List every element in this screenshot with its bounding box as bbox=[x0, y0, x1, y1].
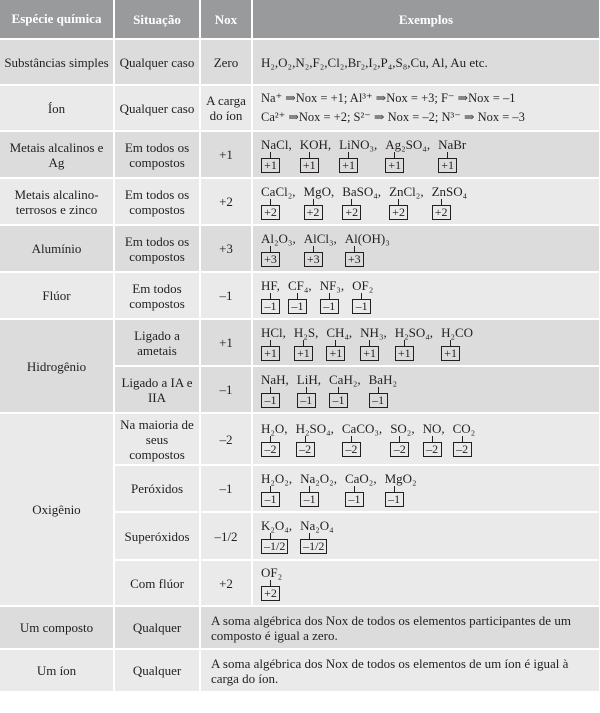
nox-box: –1 bbox=[320, 299, 339, 314]
formula-list bbox=[261, 471, 596, 507]
row-alcalino-terrosos bbox=[0, 178, 600, 225]
exemplo-cell bbox=[252, 319, 600, 366]
exemplo-cell bbox=[252, 85, 600, 131]
nox-box: +1 bbox=[294, 346, 313, 361]
nox-cell: –1/2 bbox=[200, 512, 252, 560]
formula-text: CH₄, bbox=[326, 324, 353, 340]
formula-example bbox=[369, 372, 397, 408]
header-row bbox=[0, 0, 600, 39]
nox-cell: Zero bbox=[200, 39, 252, 85]
formula-example bbox=[360, 325, 387, 361]
formula-text: Ag₂SO₄, bbox=[385, 136, 431, 152]
formula-text: Na₂O₂, bbox=[300, 470, 337, 486]
formula-text: K₂O₄, bbox=[261, 518, 293, 533]
situacao-cell: Qualquer caso bbox=[114, 85, 200, 131]
formula-example bbox=[261, 565, 282, 601]
especie-cell: Alumínio bbox=[0, 225, 114, 272]
situacao-cell: Em todos os compostos bbox=[114, 225, 200, 272]
formula-list bbox=[261, 278, 596, 314]
situacao-cell: Em todos os compostos bbox=[114, 131, 200, 178]
formula-example bbox=[352, 278, 373, 314]
row-um-composto bbox=[0, 606, 600, 649]
row-fluor bbox=[0, 272, 600, 319]
formula-list bbox=[261, 372, 596, 408]
nox-box: –2 bbox=[342, 442, 361, 457]
nox-box: +2 bbox=[342, 205, 361, 220]
formula-text: CO₂ bbox=[452, 421, 476, 436]
ion-examples-line-1: Na⁺ ⇒Nox = +1; Al³⁺ ⇒Nox = +3; F⁻ ⇒Nox = –1 bbox=[261, 91, 516, 105]
formula-example bbox=[261, 184, 296, 220]
formula-text: SO₂, bbox=[390, 421, 415, 436]
formula-example bbox=[261, 137, 292, 173]
nox-cell: +2 bbox=[200, 560, 252, 606]
row-substancias-simples bbox=[0, 39, 600, 85]
row-ion bbox=[0, 85, 600, 131]
situacao-cell: Com flúor bbox=[114, 560, 200, 606]
nox-box: –1 bbox=[288, 299, 307, 314]
formula-example bbox=[339, 137, 377, 173]
formula-list bbox=[261, 137, 596, 173]
formula-example bbox=[453, 421, 476, 457]
formula-text: CaCl₂, bbox=[261, 183, 296, 199]
formula-example bbox=[342, 184, 381, 220]
nox-cell: –1 bbox=[200, 272, 252, 319]
nox-cell: +3 bbox=[200, 225, 252, 272]
formula-text: CF₄, bbox=[288, 277, 312, 293]
formula-example bbox=[297, 372, 321, 408]
formula-example bbox=[395, 325, 433, 361]
nox-box: –2 bbox=[296, 442, 315, 457]
exemplo-cell bbox=[252, 560, 600, 606]
nox-box: –1 bbox=[261, 299, 280, 314]
situacao-cell: Em todos compostos bbox=[114, 272, 200, 319]
header-exemplos: Exemplos bbox=[252, 0, 600, 39]
formula-text: NaBr bbox=[438, 136, 467, 152]
formula-example bbox=[390, 421, 414, 457]
nox-cell: –2 bbox=[200, 413, 252, 465]
formula-text: MgO₂ bbox=[384, 470, 417, 486]
formula-text: BaSO₄, bbox=[342, 183, 382, 199]
formula-text: HF, bbox=[261, 277, 280, 293]
formula-example bbox=[261, 325, 286, 361]
formula-example bbox=[261, 471, 292, 507]
nox-box: –2 bbox=[390, 442, 409, 457]
row-um-ion bbox=[0, 649, 600, 692]
formula-example bbox=[326, 325, 352, 361]
formula-text: ZnSO₄ bbox=[431, 183, 468, 199]
nox-box: +1 bbox=[395, 346, 414, 361]
formula-example bbox=[288, 278, 312, 314]
exemplo-cell: H₂,O₂,N₂,F₂,Cl₂,Br₂,I₂,P₄,S₈,Cu, Al, Au etc. bbox=[252, 39, 600, 85]
especie-cell: Oxigênio bbox=[0, 413, 114, 606]
situacao-cell: Superóxidos bbox=[114, 512, 200, 560]
formula-list bbox=[261, 231, 596, 267]
situacao-cell: Peróxidos bbox=[114, 465, 200, 512]
formula-list bbox=[261, 518, 596, 554]
formula-example bbox=[432, 184, 468, 220]
formula-text: CaCO₃, bbox=[341, 421, 383, 436]
formula-text: NaH, bbox=[261, 371, 289, 387]
formula-text: Na₂O₄ bbox=[300, 518, 334, 533]
formula-example bbox=[300, 518, 334, 554]
nox-cell: –1 bbox=[200, 366, 252, 413]
situacao-cell: Em todos os compostos bbox=[114, 178, 200, 225]
exemplo-cell bbox=[252, 178, 600, 225]
nox-box: +1 bbox=[339, 158, 358, 173]
situacao-cell: Na maioria de seus compostos bbox=[114, 413, 200, 465]
formula-example bbox=[296, 421, 334, 457]
formula-example bbox=[423, 421, 445, 457]
formula-text: NaCl, bbox=[261, 136, 292, 152]
formula-text: HCl, bbox=[261, 324, 286, 340]
formula-text: OF₂ bbox=[261, 565, 283, 580]
nox-box: +1 bbox=[385, 158, 404, 173]
exemplo-cell bbox=[252, 225, 600, 272]
header-situacao: Situação bbox=[114, 0, 200, 39]
nox-box: –1 bbox=[261, 492, 280, 507]
exemplo-cell bbox=[252, 512, 600, 560]
header-especie: Espécie química bbox=[0, 0, 114, 39]
formula-example bbox=[385, 137, 430, 173]
formula-example bbox=[389, 184, 424, 220]
situacao-cell: Ligado a ametais bbox=[114, 319, 200, 366]
nox-box: +2 bbox=[261, 205, 280, 220]
nox-cell: +1 bbox=[200, 131, 252, 178]
formula-text: ZnCl₂, bbox=[389, 183, 424, 199]
nox-box: +2 bbox=[432, 205, 451, 220]
formula-text: KOH, bbox=[299, 136, 332, 152]
formula-text: NO, bbox=[422, 421, 445, 436]
ion-examples-line-2: Ca²⁺ ⇒Nox = +2; S²⁻ ⇒ Nox = –2; N³⁻ ⇒ Nox = –3 bbox=[261, 110, 525, 124]
formula-example bbox=[300, 137, 331, 173]
formula-text: H₂O, bbox=[261, 421, 288, 436]
situacao-cell: Qualquer bbox=[114, 649, 200, 692]
nox-box: +2 bbox=[389, 205, 408, 220]
formula-example bbox=[342, 421, 382, 457]
nox-box: –1 bbox=[329, 393, 348, 408]
nox-cell: –1 bbox=[200, 465, 252, 512]
formula-text: H₂O₂, bbox=[261, 470, 293, 486]
nox-cell: A carga do íon bbox=[200, 85, 252, 131]
formula-example bbox=[294, 325, 318, 361]
formula-example bbox=[304, 231, 337, 267]
row-oxigenio-maioria bbox=[0, 413, 600, 465]
formula-list bbox=[261, 565, 596, 601]
especie-cell: Um composto bbox=[0, 606, 114, 649]
formula-text: CaO₂, bbox=[344, 470, 377, 486]
formula-text: H₂S, bbox=[293, 324, 319, 340]
situacao-cell: Ligado a IA e IIA bbox=[114, 366, 200, 413]
formula-text: OF₂ bbox=[352, 277, 374, 293]
situacao-cell: Qualquer caso bbox=[114, 39, 200, 85]
nox-box: +2 bbox=[261, 586, 280, 601]
formula-text: H₂CO bbox=[441, 324, 474, 340]
nox-box: +3 bbox=[304, 252, 323, 267]
row-hidrogenio-ametais bbox=[0, 319, 600, 366]
formula-example bbox=[261, 231, 296, 267]
rule-text-cell: A soma algébrica dos Nox de todos os elementos de um íon é igual à carga do íon. bbox=[200, 649, 600, 692]
exemplo-cell bbox=[252, 131, 600, 178]
nox-box: +3 bbox=[345, 252, 364, 267]
exemplo-cell bbox=[252, 465, 600, 512]
rule-text-cell: A soma algébrica dos Nox de todos os elementos participantes de um composto é igual a zero. bbox=[200, 606, 600, 649]
formula-example bbox=[300, 471, 337, 507]
nox-box: +1 bbox=[326, 346, 345, 361]
row-metais-alcalinos bbox=[0, 131, 600, 178]
formula-text: NH₃, bbox=[360, 324, 387, 340]
nox-box: +1 bbox=[438, 158, 457, 173]
nox-box: –2 bbox=[423, 442, 442, 457]
especie-cell: Substâncias simples bbox=[0, 39, 114, 85]
exemplo-cell bbox=[252, 272, 600, 319]
formula-list bbox=[261, 421, 596, 457]
formula-example bbox=[304, 184, 335, 220]
nox-box: –1 bbox=[300, 492, 319, 507]
formula-text: AlCl₃, bbox=[303, 230, 337, 246]
situacao-cell: Qualquer bbox=[114, 606, 200, 649]
especie-cell: Flúor bbox=[0, 272, 114, 319]
formula-text: NF₃, bbox=[319, 277, 345, 293]
formula-example bbox=[329, 372, 361, 408]
nox-box: –1/2 bbox=[300, 539, 327, 554]
formula-example bbox=[385, 471, 417, 507]
nox-box: –1 bbox=[385, 492, 404, 507]
nox-box: +1 bbox=[300, 158, 319, 173]
formula-example bbox=[261, 278, 280, 314]
formula-text: H₂SO₄, bbox=[295, 421, 334, 436]
header-nox: Nox bbox=[200, 0, 252, 39]
row-aluminio bbox=[0, 225, 600, 272]
especie-cell: Metais alcalinos e Ag bbox=[0, 131, 114, 178]
especie-cell: Um íon bbox=[0, 649, 114, 692]
nox-box: +1 bbox=[441, 346, 460, 361]
formula-text: Al₂O₃, bbox=[261, 230, 296, 246]
formula-text: MgO, bbox=[303, 183, 335, 199]
formula-text: BaH₂ bbox=[368, 371, 397, 387]
nox-box: +2 bbox=[304, 205, 323, 220]
especie-cell: Íon bbox=[0, 85, 114, 131]
formula-example bbox=[261, 421, 288, 457]
nox-cell: +1 bbox=[200, 319, 252, 366]
nox-box: +1 bbox=[261, 346, 280, 361]
nox-box: –1 bbox=[261, 393, 280, 408]
nox-cell: +2 bbox=[200, 178, 252, 225]
exemplo-cell bbox=[252, 413, 600, 465]
nox-box: +1 bbox=[360, 346, 379, 361]
formula-list bbox=[261, 184, 596, 220]
formula-text: LiH, bbox=[296, 371, 321, 387]
formula-example bbox=[438, 137, 466, 173]
nox-box: +3 bbox=[261, 252, 280, 267]
formula-example bbox=[261, 518, 292, 554]
exemplo-cell bbox=[252, 366, 600, 413]
formula-list bbox=[261, 325, 596, 361]
formula-example bbox=[345, 231, 390, 267]
nox-box: –2 bbox=[261, 442, 280, 457]
formula-example bbox=[345, 471, 377, 507]
especie-cell: Metais alcalino-terrosos e zinco bbox=[0, 178, 114, 225]
formula-text: Al(OH)₃ bbox=[344, 230, 390, 246]
formula-text: LiNO₃, bbox=[339, 136, 378, 152]
nox-box: –1/2 bbox=[261, 539, 288, 554]
formula-example bbox=[320, 278, 344, 314]
formula-text: H₂SO₄, bbox=[394, 324, 434, 340]
nox-box: –2 bbox=[453, 442, 472, 457]
especie-cell: Hidrogênio bbox=[0, 319, 114, 413]
nox-box: –1 bbox=[345, 492, 364, 507]
nox-box: +1 bbox=[261, 158, 280, 173]
nox-box: –1 bbox=[369, 393, 388, 408]
nox-box: –1 bbox=[352, 299, 371, 314]
formula-example bbox=[261, 372, 289, 408]
formula-text: CaH₂, bbox=[329, 371, 361, 387]
nox-box: –1 bbox=[297, 393, 316, 408]
formula-example bbox=[441, 325, 473, 361]
